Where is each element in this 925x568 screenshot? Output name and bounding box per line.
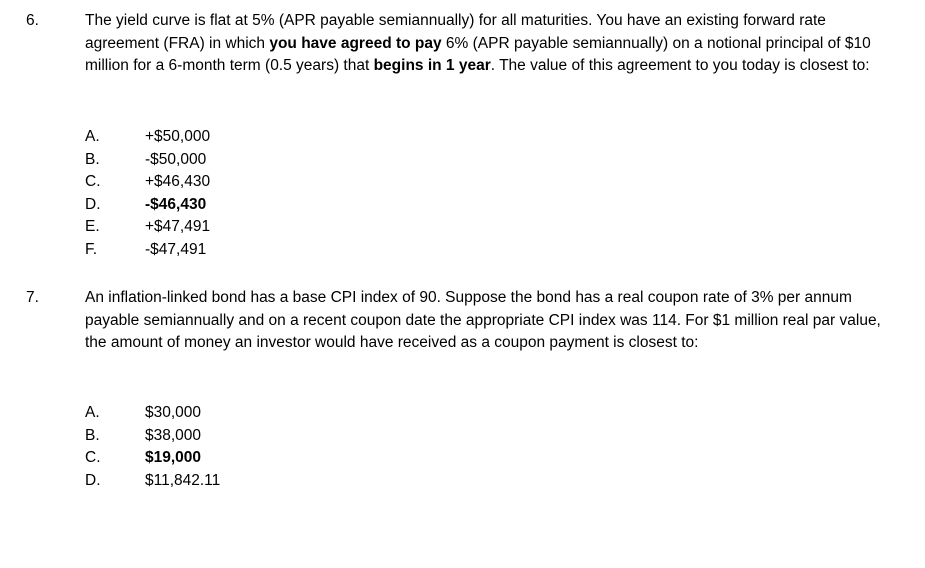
question-text-part: The yield curve is flat at 5% (APR payable semiannually) for all maturities. You have an existing forward rate agreement (FRA) in which	[85, 12, 826, 52]
option-value: -$47,491	[145, 240, 207, 258]
option-value: +$47,491	[145, 218, 211, 235]
question-text-emphasis: you have agreed to pay	[269, 34, 442, 52]
option-value: +$50,000	[145, 128, 211, 145]
option-value: $11,842.11	[145, 471, 221, 489]
option-letter: F.	[85, 240, 98, 258]
answer-options	[85, 402, 485, 492]
answer-option-a	[85, 402, 485, 425]
answer-option-b	[85, 149, 485, 172]
option-value: $38,000	[145, 426, 202, 444]
option-value-correct: -$46,430	[145, 195, 207, 213]
answer-option-c	[85, 447, 485, 470]
option-letter: A.	[85, 128, 100, 145]
option-letter: C.	[85, 449, 101, 466]
question-number: 6.	[26, 12, 39, 29]
answer-option-c	[85, 171, 485, 194]
answer-option-a	[85, 126, 485, 149]
answer-option-e	[85, 216, 485, 239]
question-text-part: 6% (APR payable semiannually) on a notional principal of $10 million for a 6-month term (0.5 years) that	[85, 34, 871, 74]
option-letter: A.	[85, 404, 100, 421]
question-text-part: . The value of this agreement to you today is closest to:	[490, 57, 870, 74]
option-value: $30,000	[145, 404, 202, 421]
option-letter: E.	[85, 218, 100, 235]
answer-option-d	[85, 470, 485, 493]
answer-option-b	[85, 425, 485, 448]
answer-option-f	[85, 239, 485, 262]
option-value-correct: $19,000	[145, 449, 202, 466]
option-letter: D.	[85, 471, 101, 489]
option-value: +$46,430	[145, 173, 211, 190]
option-letter: D.	[85, 195, 101, 213]
answer-options	[85, 126, 485, 261]
option-letter: B.	[85, 150, 100, 168]
question-text-emphasis: begins in 1 year	[373, 57, 491, 74]
question-number: 7.	[26, 289, 39, 306]
option-value: -$50,000	[145, 150, 207, 168]
option-letter: B.	[85, 426, 100, 444]
question-text	[85, 287, 885, 355]
option-letter: C.	[85, 173, 101, 190]
question-text-part: An inflation-linked bond has a base CPI index of 90. Suppose the bond has a real coupon rate of 3% per annum payable semiannually and on a recent coupon date the appropriate CPI index was 114. For $1 million real par value, the amount of money an investor would have received as a coupon payment is closest to:	[85, 289, 881, 351]
question-text	[85, 10, 885, 78]
answer-option-d	[85, 194, 485, 217]
